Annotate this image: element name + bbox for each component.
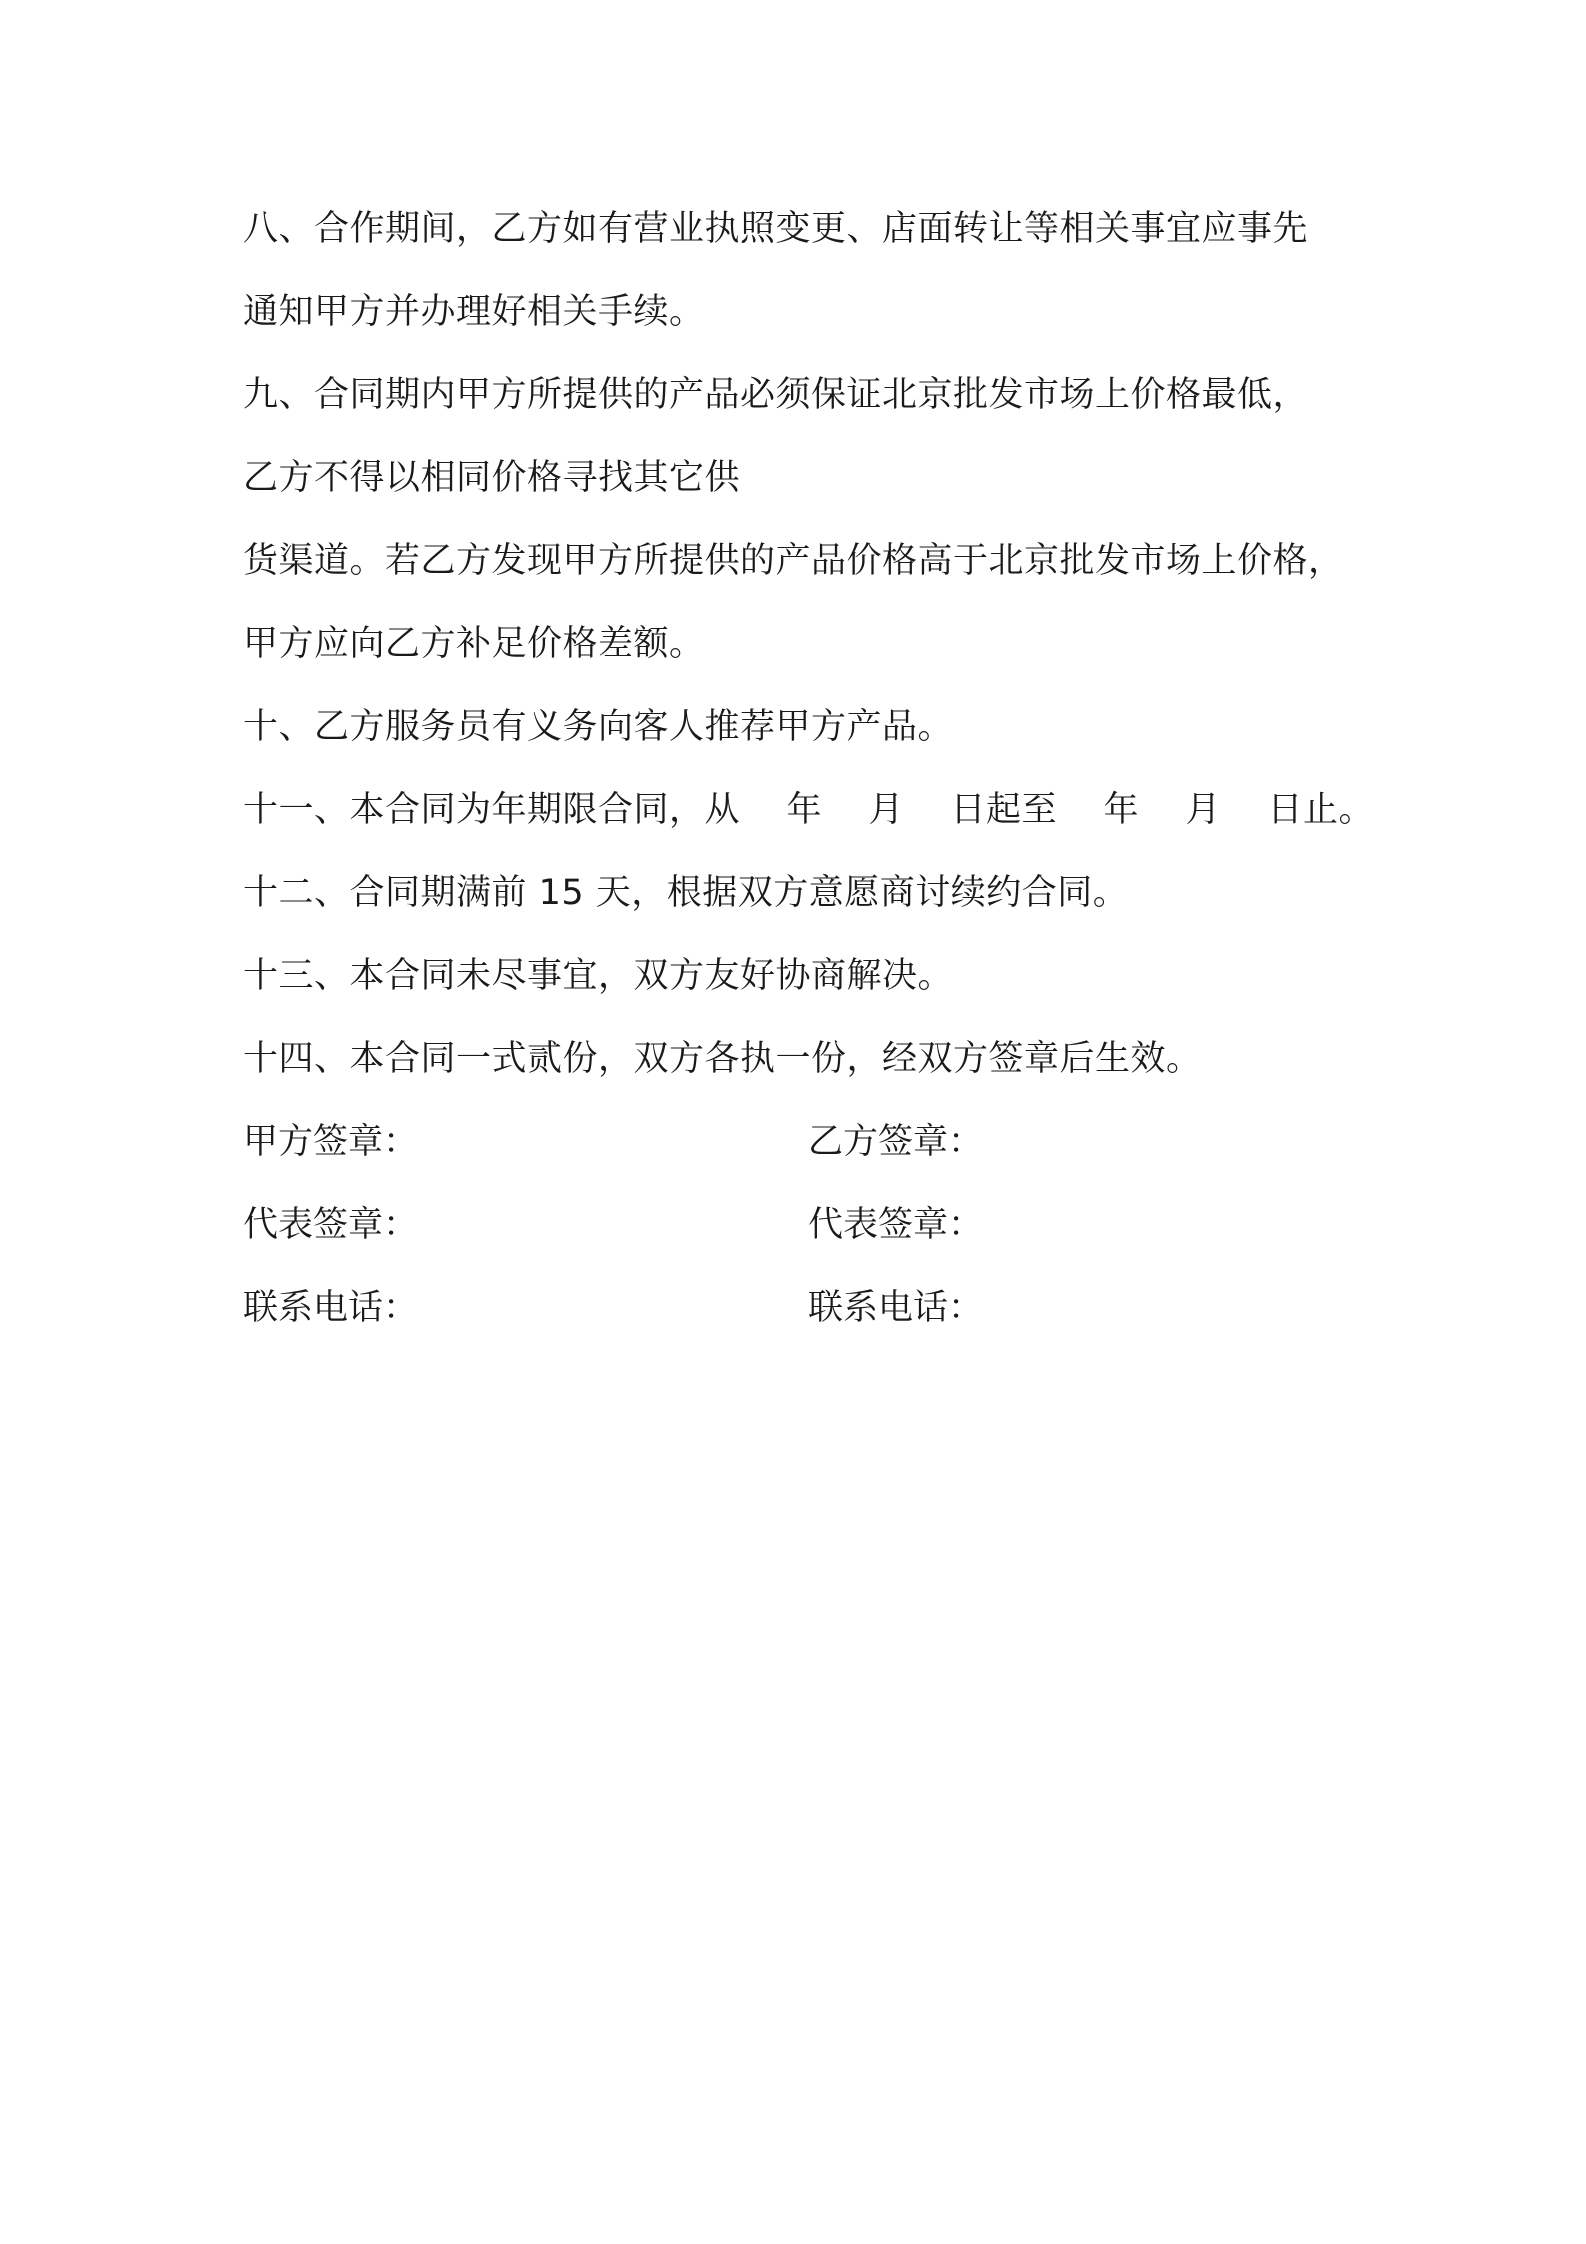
clause-9-line-1: 九、合同期内甲方所提供的产品必须保证北京批发市场上价格最低，	[243, 375, 1309, 415]
party-a-seal-label: 甲方签章：	[243, 1122, 419, 1162]
clause-12: 十二、合同期满前 15 天，根据双方意愿商讨续约合同。	[243, 873, 1129, 913]
representative-seal-label-b: 代表签章：	[808, 1205, 984, 1245]
signature-row-phone	[243, 1286, 1343, 1462]
clause-10: 十、乙方服务员有义务向客人推荐甲方产品。	[243, 707, 954, 747]
clause-9-line-4: 甲方应向乙方补足价格差额。	[243, 624, 705, 664]
clause-9-line-3: 货渠道。若乙方发现甲方所提供的产品价格高于北京批发市场上价格，	[243, 541, 1344, 581]
clause-8-line-2: 通知甲方并办理好相关手续。	[243, 292, 705, 332]
clause-14: 十四、本合同一式贰份，双方各执一份，经双方签章后生效。	[243, 1039, 1202, 1079]
clause-9-line-2: 乙方不得以相同价格寻找其它供	[243, 458, 741, 498]
clause-13: 十三、本合同未尽事宜，双方友好协商解决。	[243, 956, 954, 996]
clause-11: 十一、本合同为年期限合同，从 年 月 日起至 年 月 日止。	[243, 790, 1375, 830]
party-b-seal-label: 乙方签章：	[808, 1122, 984, 1162]
phone-label-a: 联系电话：	[243, 1288, 419, 1328]
clause-8-line-1: 八、合作期间，乙方如有营业执照变更、店面转让等相关事宜应事先	[243, 209, 1309, 249]
representative-seal-label-a: 代表签章：	[243, 1205, 419, 1245]
phone-label-b: 联系电话：	[808, 1288, 984, 1328]
